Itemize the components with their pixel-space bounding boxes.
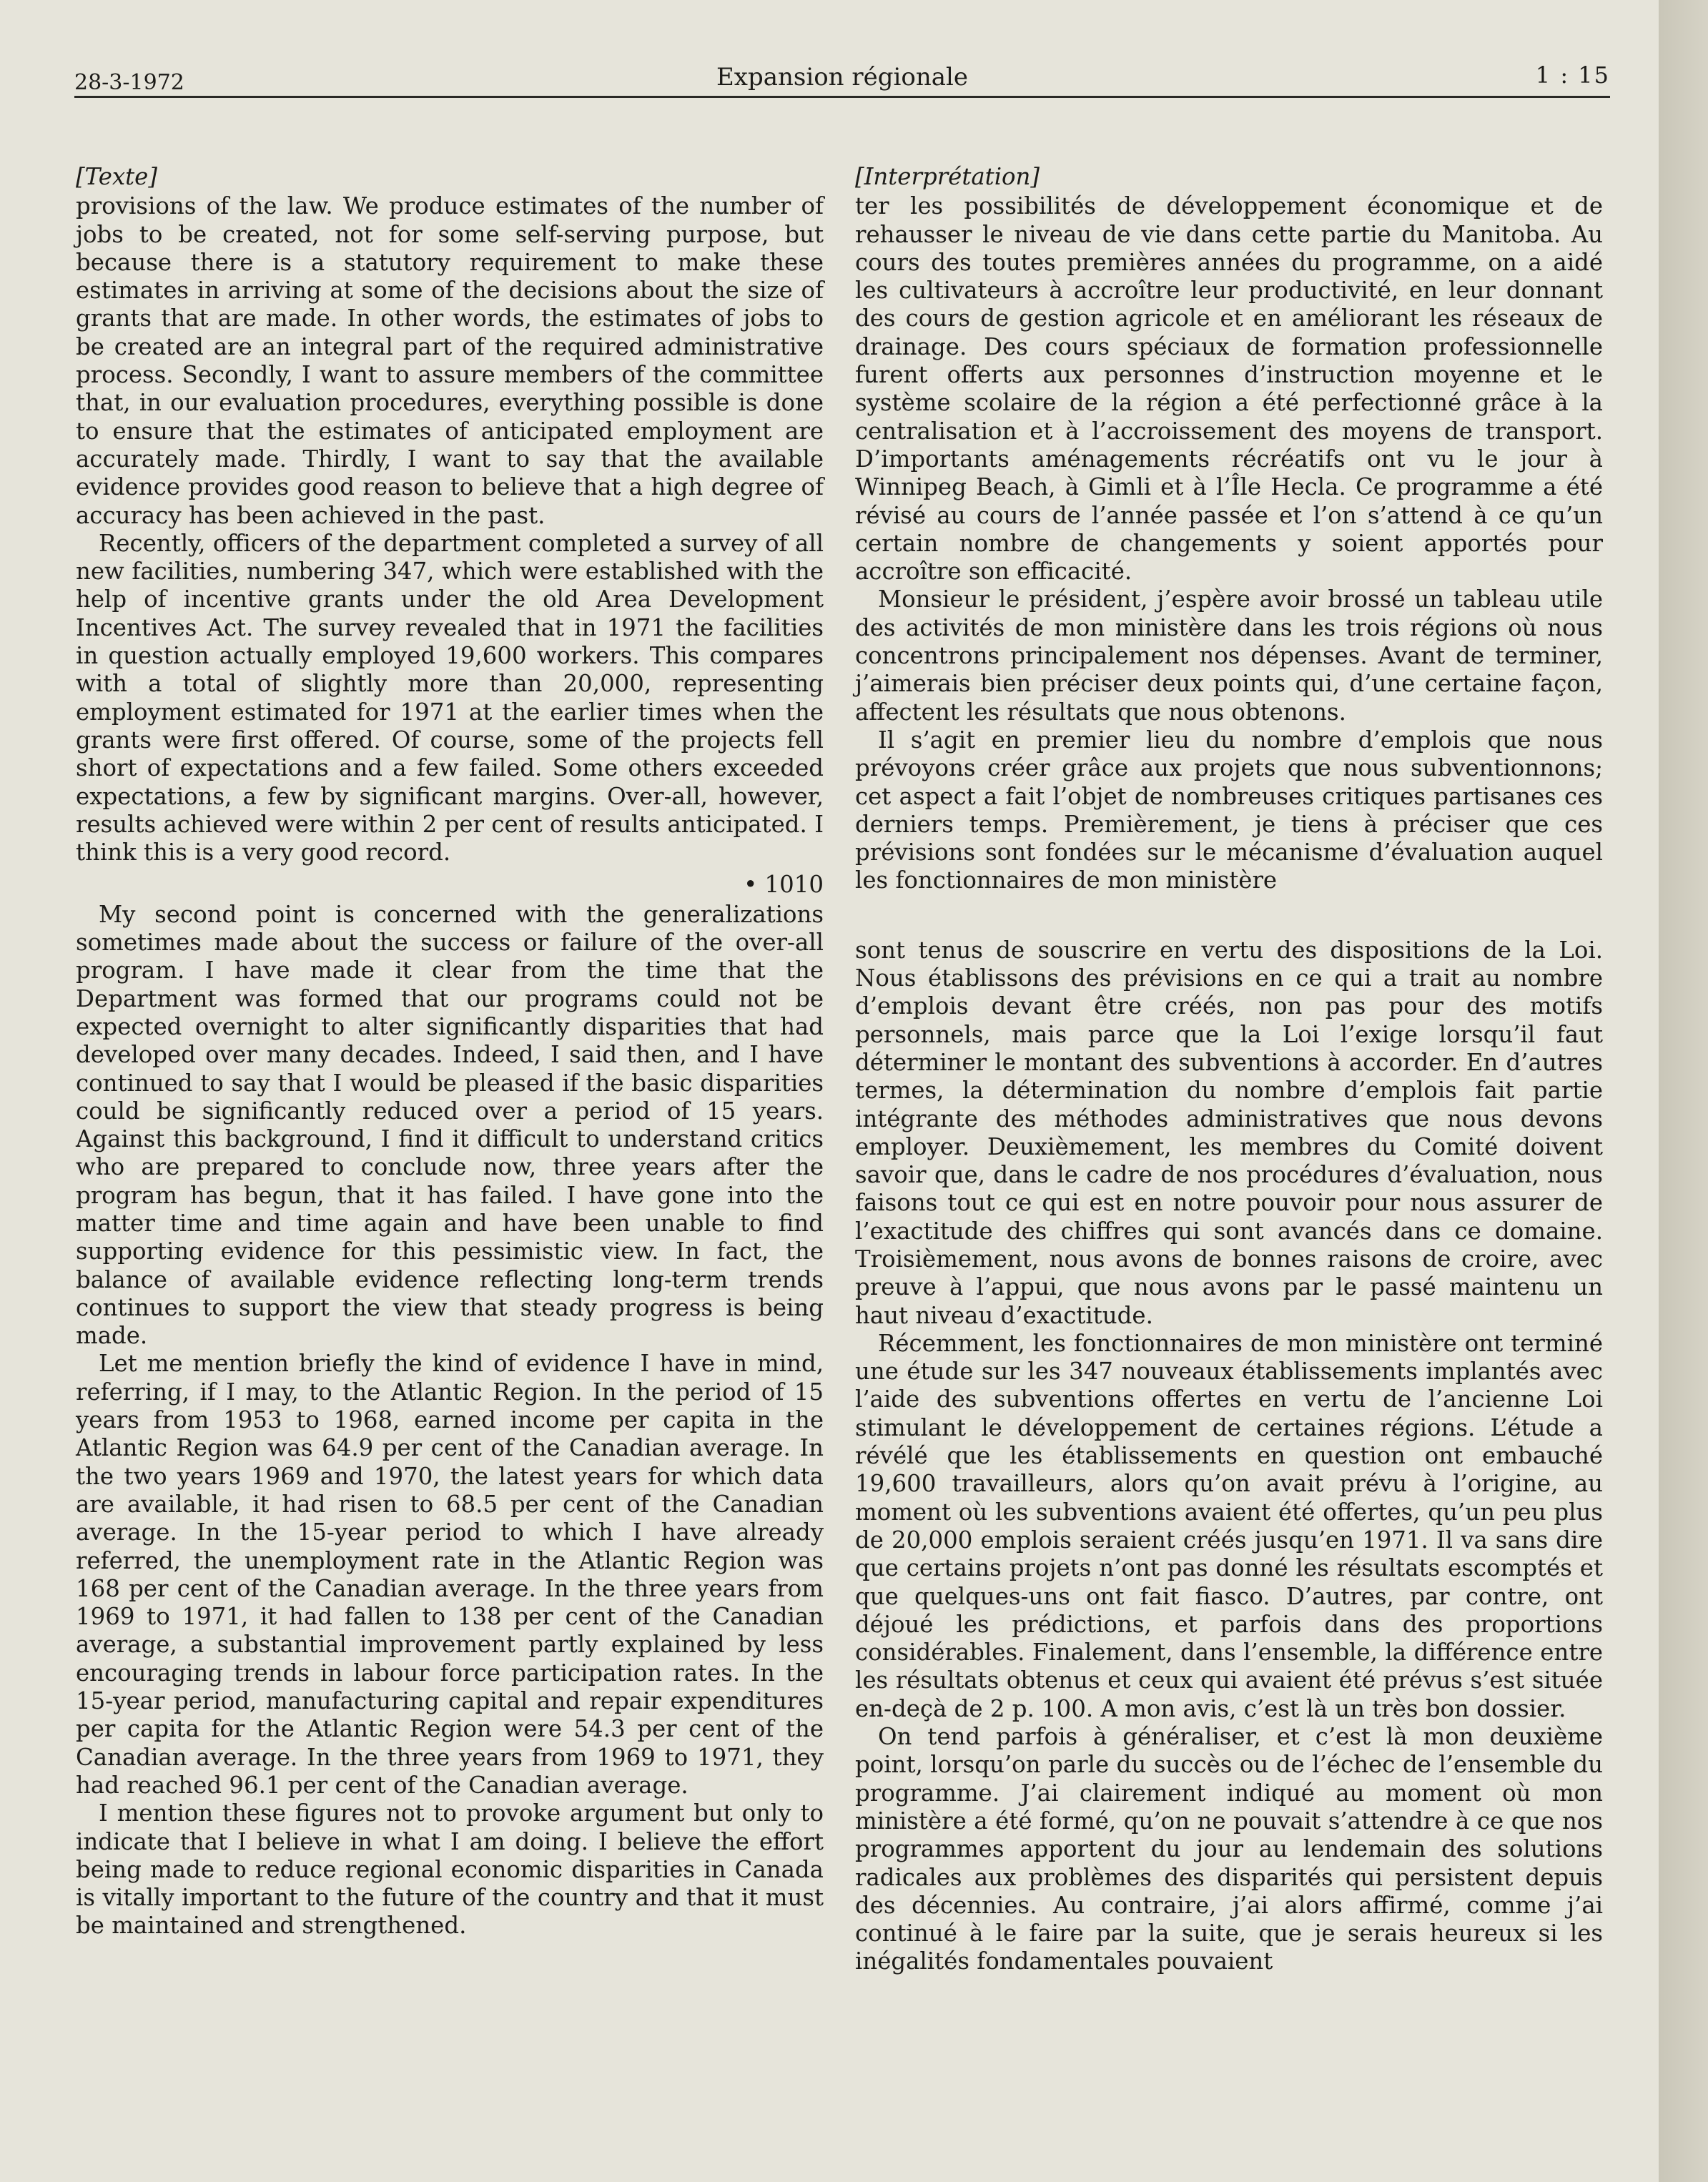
paragraph: Récemment, les fonctionnaires de mon ministère ont terminé une étude sur les 347 nouveaux établissements implantés avec l’aide des subventions offertes en vertu de l’ancienne Loi stimulant le développement de certaines régions. L’étude a révélé que les établissements en question ont embauché 19,600 travailleurs, alors qu’on avait prévu à l’origine, au moment où les subventions avaient été offertes, qu’un peu plus de 20,000 emplois seraient créés jusqu’en 1971. Il va sans dire que certains projets n’ont pas donné les résultats escomptés et que quelques-uns ont fait fiasco. D’autres, par contre, ont déjoué les prédictions, et parfois dans des proportions considérables. Finalement, dans l’ensemble, la différence entre les résultats obtenus et ceux qui avaient été prévus s’est située en-deçà de 2 p. 100. A mon avis, c’est là un très bon dossier. bbox=[855, 1329, 1603, 1722]
time-marker: • 1010 bbox=[744, 871, 824, 899]
paragraph: ter les possibilités de développement économique et de rehausser le niveau de vie dans cette partie du Manitoba. Au cours des toutes premières années du programme, on a aidé les cultivateurs à accroître leur productivité, en leur donnant des cours de gestion agricole et en améliorant les réseaux de drainage. Des cours spéciaux de formation professionnelle furent offerts aux personnes d’instruction moyenne et le système scolaire de la région a été perfectionné grâce à la centralisation et à l’accroissement des moyens de transport. D’importants aménagements récréatifs ont vu le jour à Winnipeg Beach, à Gimli et à l’Île Hecla. Ce programme a été révisé au cours de l’année passée et l’on s’attend à ce qu’un certain nombre de changements y soient apportés pour accroître son efficacité. bbox=[855, 192, 1603, 586]
column-tag: [Interprétation] bbox=[855, 163, 1040, 190]
paragraph: I mention these figures not to provoke argument but only to indicate that I believe in what I am doing. I believe the effort being made to reduce regional economic disparities in Canada is vitally important to the future of the country and that it must be maintained and strengthened. bbox=[76, 1800, 824, 1940]
paragraph: Monsieur le président, j’espère avoir brossé un tableau utile des activités de mon ministère dans les trois régions où nous concentrons principalement nos dépenses. Avant de terminer, j’aimerais bien préciser deux points qui, d’une certaine façon, affectent les résultats que nous obtenons. bbox=[855, 586, 1603, 726]
paragraph: sont tenus de souscrire en vertu des dispositions de la Loi. Nous établissons des prévisions en ce qui a trait au nombre d’emplois devant être créés, non pas pour des motifs personnels, mais parce que la Loi l’exige lorsqu’il faut déterminer le montant des subventions à accorder. En d’autres termes, la détermination du nombre d’emplois fait partie intégrante des méthodes administratives que nous devons employer. Deuxièmement, les membres du Comité doivent savoir que, dans le cadre de nos procédures d’évaluation, nous faisons tout ce qui est en notre pouvoir pour nous assurer de l’exactitude des chiffres qui sont avancés dans ce domaine. Troisièmement, nous avons de bonnes raisons de croire, avec preuve à l’appui, que nous avons par le passé maintenu un haut niveau d’exactitude. bbox=[855, 936, 1603, 1329]
paragraph: Let me mention briefly the kind of evidence I have in mind, referring, if I may, to the Atlantic Region. In the period of 15 years from 1953 to 1968, earned income per capita in the Atlantic Region was 64.9 per cent of the Canadian average. In the two years 1969 and 1970, the latest years for which data are available, it had risen to 68.5 per cent of the Canadian average. In the 15-year period to which I have already referred, the unemployment rate in the Atlantic Region was 168 per cent of the Canadian average. In the three years from 1969 to 1971, it had fallen to 138 per cent of the Canadian average, a substantial improvement partly explained by less encouraging trends in labour force participation rates. In the 15-year period, manufacturing capital and repair expenditures per capita for the Atlantic Region were 54.3 per cent of the Canadian average. In the three years from 1969 to 1971, they had reached 96.1 per cent of the Canadian average. bbox=[76, 1350, 824, 1799]
french-column bbox=[855, 163, 1603, 1976]
paragraph: Recently, officers of the department completed a survey of all new facilities, numbering 347, which were established with the help of incentive grants under the old Area Development Incentives Act. The survey revealed that in 1971 the facilities in question actually employed 19,600 workers. This compares with a total of slightly more than 20,000, representing employment estimated for 1971 at the earlier times when the grants were first offered. Of course, some of the projects fell short of expectations and a few failed. Some others exceeded expectations, a few by significant margins. Over-all, however, results achieved were within 2 per cent of results anticipated. I think this is a very good record. bbox=[76, 529, 824, 867]
header-title: Expansion régionale bbox=[716, 63, 969, 92]
header-page-number: 1 : 15 bbox=[1535, 61, 1610, 89]
page-edge bbox=[1659, 0, 1708, 2182]
paragraph: Il s’agit en premier lieu du nombre d’emplois que nous prévoyons créer grâce aux projets que nous subventionnons; cet aspect a fait l’objet de nombreuses critiques partisanes ces derniers temps. Premièrement, je tiens à préciser que ces prévisions sont fondées sur le mécanisme d’évaluation auquel les fonctionnaires de mon ministère bbox=[855, 726, 1603, 894]
page-header bbox=[74, 61, 1610, 96]
paragraph: On tend parfois à généraliser, et c’est là mon deuxième point, lorsqu’on parle du succès ou de l’échec de l’ensemble du programme. J’ai clairement indiqué au moment où mon ministère a été formé, qu’on ne pouvait s’attendre à ce que nos programmes apportent du jour au lendemain des solutions radicales aux problèmes des disparités qui persistent depuis des décennies. Au contraire, j’ai alors affirmé, comme j’ai continué à le faire par la suite, que je serais heureux si les inégalités fondamentales pouvaient bbox=[855, 1723, 1603, 1975]
paragraph: provisions of the law. We produce estimates of the number of jobs to be created, not for some self-serving purpose, but because there is a statutory requirement to make these estimates in arriving at some of the decisions about the size of grants that are made. In other words, the estimates of jobs to be created are an integral part of the required administrative process. Secondly, I want to assure members of the committee that, in our evaluation procedures, everything possible is done to ensure that the estimates of anticipated employment are accurately made. Thirdly, I want to say that the available evidence provides good reason to believe that a high degree of accuracy has been achieved in the past. bbox=[76, 192, 824, 529]
paragraph: My second point is concerned with the generalizations sometimes made about the success or failure of the over-all program. I have made it clear from the time that the Department was formed that our programs could not be expected overnight to alter significantly disparities that had developed over many decades. Indeed, I said then, and I have continued to say that I would be pleased if the basic disparities could be significantly reduced over a period of 15 years. Against this background, I find it difficult to understand critics who are prepared to conclude now, three years after the program has begun, that it has failed. I have gone into the matter time and time again and have been unable to find supporting evidence for this pessimistic view. In fact, the balance of available evidence reflecting long-term trends continues to support the view that steady progress is being made. bbox=[76, 900, 824, 1350]
column-tag: [Texte] bbox=[76, 163, 157, 190]
header-date: 28-3-1972 bbox=[74, 70, 184, 95]
column-gap bbox=[855, 895, 1603, 937]
english-column bbox=[76, 163, 824, 1940]
header-rule bbox=[74, 96, 1610, 98]
